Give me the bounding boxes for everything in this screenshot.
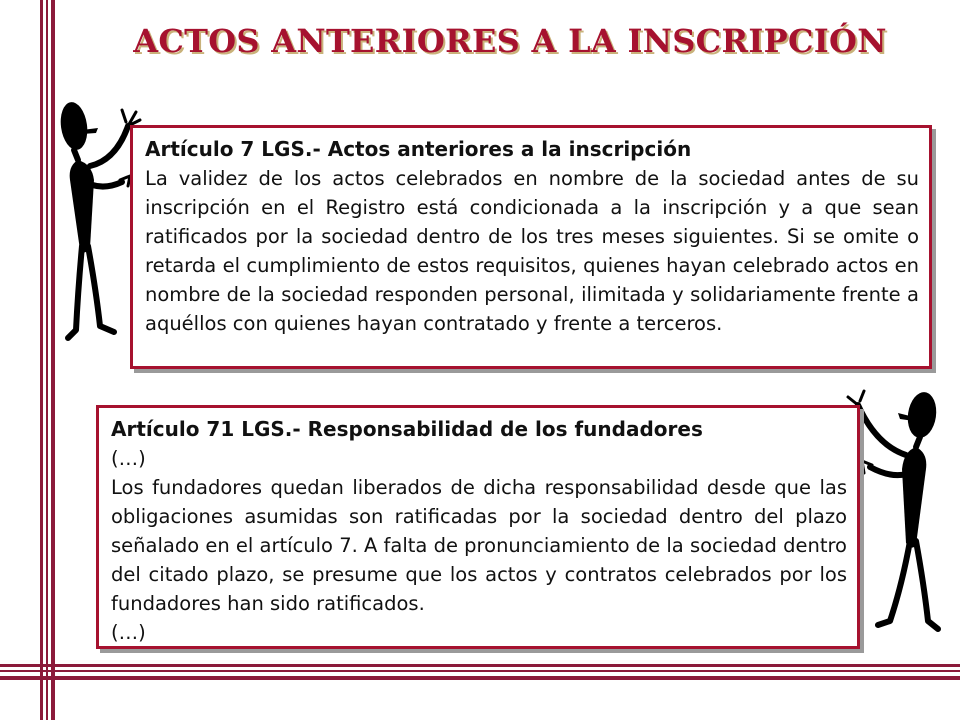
article-7-heading: Artículo 7 LGS.- Actos anteriores a la inscripción (145, 137, 692, 161)
article-71-body: Los fundadores quedan liberados de dicha responsabilidad desde que las obligaciones asumidas son ratificadas por la sociedad dentro del plazo señalado en el artículo 7. A falta de pronunciamiento de la sociedad dentro del citado plazo, se presume que los actos y contratos celebrados por los fundadores han sido ratificados. (111, 476, 847, 615)
frame-line-bottom-1 (0, 664, 960, 667)
article-71-box (96, 405, 860, 649)
frame-line-left-2 (46, 0, 48, 720)
article-7-body: La validez de los actos celebrados en nombre de la sociedad antes de su inscripción en el Registro está condicionada a la inscripción y a que sean ratificados por la sociedad dentro de los tres meses siguientes. Si se omite o retarda el cumplimiento de estos requisitos, quienes hayan celebrado actos en nombre de la sociedad responden personal, ilimitada y solidariamente frente a aquéllos con quienes hayan contratado y frente a terceros. (145, 167, 919, 335)
frame-line-left-3 (51, 0, 55, 720)
frame-line-bottom-3 (0, 676, 960, 680)
article-7-box (130, 125, 932, 369)
article-71-heading: Artículo 71 LGS.- Responsabilidad de los fundadores (111, 417, 703, 441)
article-71-ellipsis-start: (…) (111, 447, 146, 470)
frame-line-left-1 (40, 0, 43, 720)
article-71-ellipsis-end: (…) (111, 621, 146, 644)
frame-line-bottom-2 (0, 670, 960, 672)
page-title: ACTOS ANTERIORES A LA INSCRIPCIÓN (133, 22, 887, 60)
